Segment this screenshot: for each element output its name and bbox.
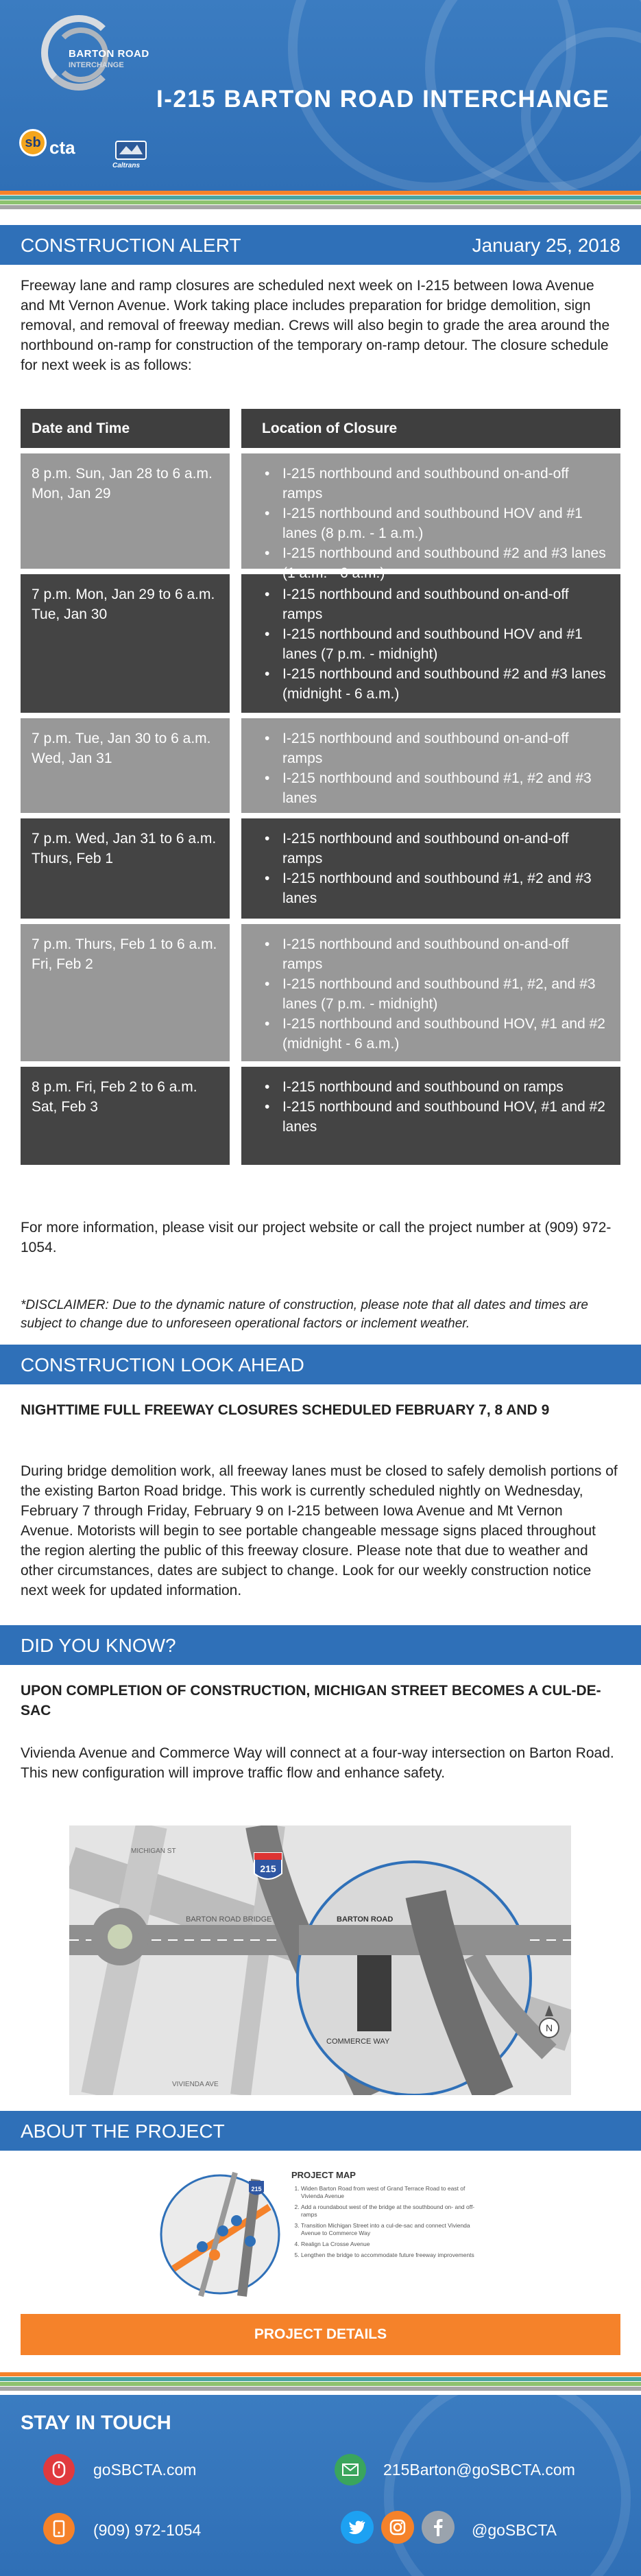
logo-name: BARTON ROAD <box>69 48 149 60</box>
list-item: • I-215 northbound and southbound HOV and #1 lanes (7 p.m. - midnight) <box>282 624 607 664</box>
project-map-title: PROJECT MAP <box>291 2170 356 2180</box>
list-item: • I-215 northbound and southbound HOV and #1 lanes (8 p.m. - 1 a.m.) <box>282 504 607 543</box>
list-item: • I-215 northbound and southbound on ramps <box>282 1077 607 1097</box>
caltrans-logo-text: Caltrans <box>112 162 141 169</box>
social-handle-link[interactable]: @goSBCTA <box>472 2521 557 2539</box>
label-barton-bridge: BARTON ROAD BRIDGE <box>186 1915 272 1924</box>
phone-icon <box>43 2513 75 2544</box>
list-item: • I-215 northbound and southbound #1, #2 and #3 lanes <box>282 868 607 908</box>
cta-logo-text: cta <box>49 137 75 158</box>
closure-date: 8 p.m. Sun, Jan 28 to 6 a.m. Mon, Jan 29 <box>21 453 230 569</box>
instagram-icon[interactable] <box>381 2511 414 2544</box>
phone-link[interactable]: (909) 972-1054 <box>93 2521 202 2539</box>
mouse-icon <box>43 2454 75 2485</box>
table-header-row <box>21 409 620 448</box>
disclaimer-text: *DISCLAIMER: Due to the dynamic nature of construction, please note that all dates and times are subject to change due to unforeseen operational factors or inclement weather. <box>21 1298 588 1331</box>
more-info-text: For more information, please visit our project website or call the project number at (909) 972-1054. <box>21 1220 612 1255</box>
header-banner <box>0 0 641 191</box>
facebook-icon[interactable] <box>422 2511 455 2544</box>
label-vivienda-ave: VIVIENDA AVE <box>172 2081 219 2088</box>
list-item: 1. Widen Barton Road from west of Grand Terrace Road to east of Vivienda Avenue <box>301 2185 479 2200</box>
twitter-icon[interactable] <box>341 2511 374 2544</box>
did-you-know-subhead: UPON COMPLETION OF CONSTRUCTION, MICHIGAN STREET BECOMES A CUL-DE-SAC <box>21 1683 601 1718</box>
closure-date: 8 p.m. Fri, Feb 2 to 6 a.m. Sat, Feb 3 <box>21 1067 230 1165</box>
did-you-know-header <box>0 1625 641 1665</box>
project-map-shield-icon <box>249 2181 264 2195</box>
about-project-header <box>0 2111 641 2151</box>
list-item: • I-215 northbound and southbound #2 and #3 lanes (midnight - 6 a.m.) <box>282 664 607 704</box>
column-header-date: Date and Time <box>21 409 230 448</box>
footer <box>0 2395 641 2576</box>
construction-alert-title: CONSTRUCTION ALERT <box>21 235 241 256</box>
list-item: • I-215 northbound and southbound #1, #2 and #3 lanes <box>282 768 607 808</box>
email-link[interactable]: 215Barton@goSBCTA.com <box>383 2461 575 2479</box>
look-ahead-title: CONSTRUCTION LOOK AHEAD <box>21 1354 304 1375</box>
closure-locations <box>241 574 620 713</box>
look-ahead-body: During bridge demolition work, all freeway lanes must be closed to safely demolish portions of the existing Barton Road bridge. This work is currently scheduled nightly on Wednesday, February 7 through Friday, February 9 on I-215 between Iowa Avenue and Mt Vernon Avenue. Motorists will begin to see portable changeable message signs placed throughout the region alerting the public of this freeway closure. Please note that due to weather and other circumstances, dates are subject to change. Look for our weekly construction notice next week for updated information. <box>21 1463 618 1598</box>
table-row <box>21 453 620 581</box>
north-label: N <box>545 2022 553 2033</box>
alert-intro: Freeway lane and ramp closures are scheduled next week on I-215 between Iowa Avenue and Mt Vernon Avenue. Work taking place includes preparation for bridge demolition, sign removal, and removal of freeway median. Crews will also begin to grade the area around the northbound on-ramp for construction of the temporary on-ramp detour. The closure schedule for next week is as follows: <box>21 278 610 373</box>
list-item: 4. Realign La Crosse Avenue <box>301 2241 479 2248</box>
closure-date: 7 p.m. Wed, Jan 31 to 6 a.m. Thurs, Feb 1 <box>21 818 230 919</box>
stay-in-touch-title: STAY IN TOUCH <box>21 2412 171 2434</box>
column-header-location: Location of Closure <box>241 409 620 448</box>
closure-schedule-table <box>21 409 620 1170</box>
color-stripes <box>0 2372 641 2396</box>
list-item: • I-215 northbound and southbound on-and-off ramps <box>282 464 607 504</box>
email-icon <box>335 2454 366 2485</box>
logo-sub: INTERCHANGE <box>69 61 124 69</box>
label-michigan-st: MICHIGAN ST <box>131 1847 176 1855</box>
closure-locations <box>241 818 620 919</box>
sbcta-logo-icon: sb <box>19 129 47 156</box>
decorative-arc <box>384 2395 631 2576</box>
look-ahead-subhead: NIGHTTIME FULL FREEWAY CLOSURES SCHEDULED FEBRUARY 7, 8 AND 9 <box>21 1402 550 1418</box>
about-project-title: ABOUT THE PROJECT <box>21 2120 225 2142</box>
i215-shield-icon <box>254 1853 282 1879</box>
label-barton-road: BARTON ROAD <box>337 1915 394 1924</box>
list-item: • I-215 northbound and southbound on-and-off ramps <box>282 934 607 974</box>
project-map-graphic <box>160 2166 487 2303</box>
closure-locations <box>241 924 620 1061</box>
list-item: • I-215 northbound and southbound on-and-off ramps <box>282 729 607 768</box>
did-you-know-body: Vivienda Avenue and Commerce Way will connect at a four-way intersection on Barton Road. This new configuration will improve traffic flow and enhance safety. <box>21 1745 614 1781</box>
list-item: • I-215 northbound and southbound on-and-off ramps <box>282 584 607 624</box>
closure-date: 7 p.m. Tue, Jan 30 to 6 a.m. Wed, Jan 31 <box>21 718 230 813</box>
list-item: • I-215 northbound and southbound HOV, #1 and #2 (midnight - 6 a.m.) <box>282 1014 607 1054</box>
closure-locations <box>241 718 620 813</box>
closure-locations <box>241 453 620 581</box>
project-map-shield-label: 215 <box>251 2186 262 2193</box>
construction-alert-header <box>0 225 641 265</box>
website-link[interactable]: goSBCTA.com <box>93 2461 197 2479</box>
list-item: • I-215 northbound and southbound on-and-off ramps <box>282 829 607 868</box>
did-you-know-title: DID YOU KNOW? <box>21 1635 176 1656</box>
map-shield-label: 215 <box>260 1863 276 1874</box>
list-item: 3. Transition Michigan Street into a cul-de-sac and connect Vivienda Avenue to Commerce Way <box>301 2222 479 2237</box>
table-row <box>21 574 620 713</box>
list-item: • I-215 northbound and southbound HOV, #1 and #2 lanes <box>282 1097 607 1137</box>
caltrans-logo-icon <box>115 141 147 160</box>
list-item: 5. Lengthen the bridge to accommodate future freeway improvements <box>301 2252 479 2259</box>
color-stripes <box>0 191 641 214</box>
table-row <box>21 818 620 919</box>
page-title: I-215 BARTON ROAD INTERCHANGE <box>156 86 610 113</box>
alert-date: January 25, 2018 <box>472 235 620 256</box>
look-ahead-header <box>0 1345 641 1384</box>
project-details-button[interactable]: PROJECT DETAILS <box>21 2314 620 2355</box>
table-row <box>21 1067 620 1165</box>
closure-locations <box>241 1067 620 1165</box>
closure-date: 7 p.m. Thurs, Feb 1 to 6 a.m. Fri, Feb 2 <box>21 924 230 1061</box>
michigan-street-diagram <box>69 1825 571 2095</box>
closure-date: 7 p.m. Mon, Jan 29 to 6 a.m. Tue, Jan 30 <box>21 574 230 713</box>
table-row <box>21 924 620 1061</box>
list-item: • I-215 northbound and southbound #1, #2, and #3 lanes (7 p.m. - midnight) <box>282 974 607 1014</box>
list-item: • I-215 northbound and southbound #2 and #3 lanes (1 a.m. - 6 a.m.) <box>282 543 607 583</box>
label-commerce-way: COMMERCE WAY <box>326 2037 390 2046</box>
list-item: 2. Add a roundabout west of the bridge at the southbound on- and off-ramps <box>301 2203 479 2219</box>
table-row <box>21 718 620 813</box>
